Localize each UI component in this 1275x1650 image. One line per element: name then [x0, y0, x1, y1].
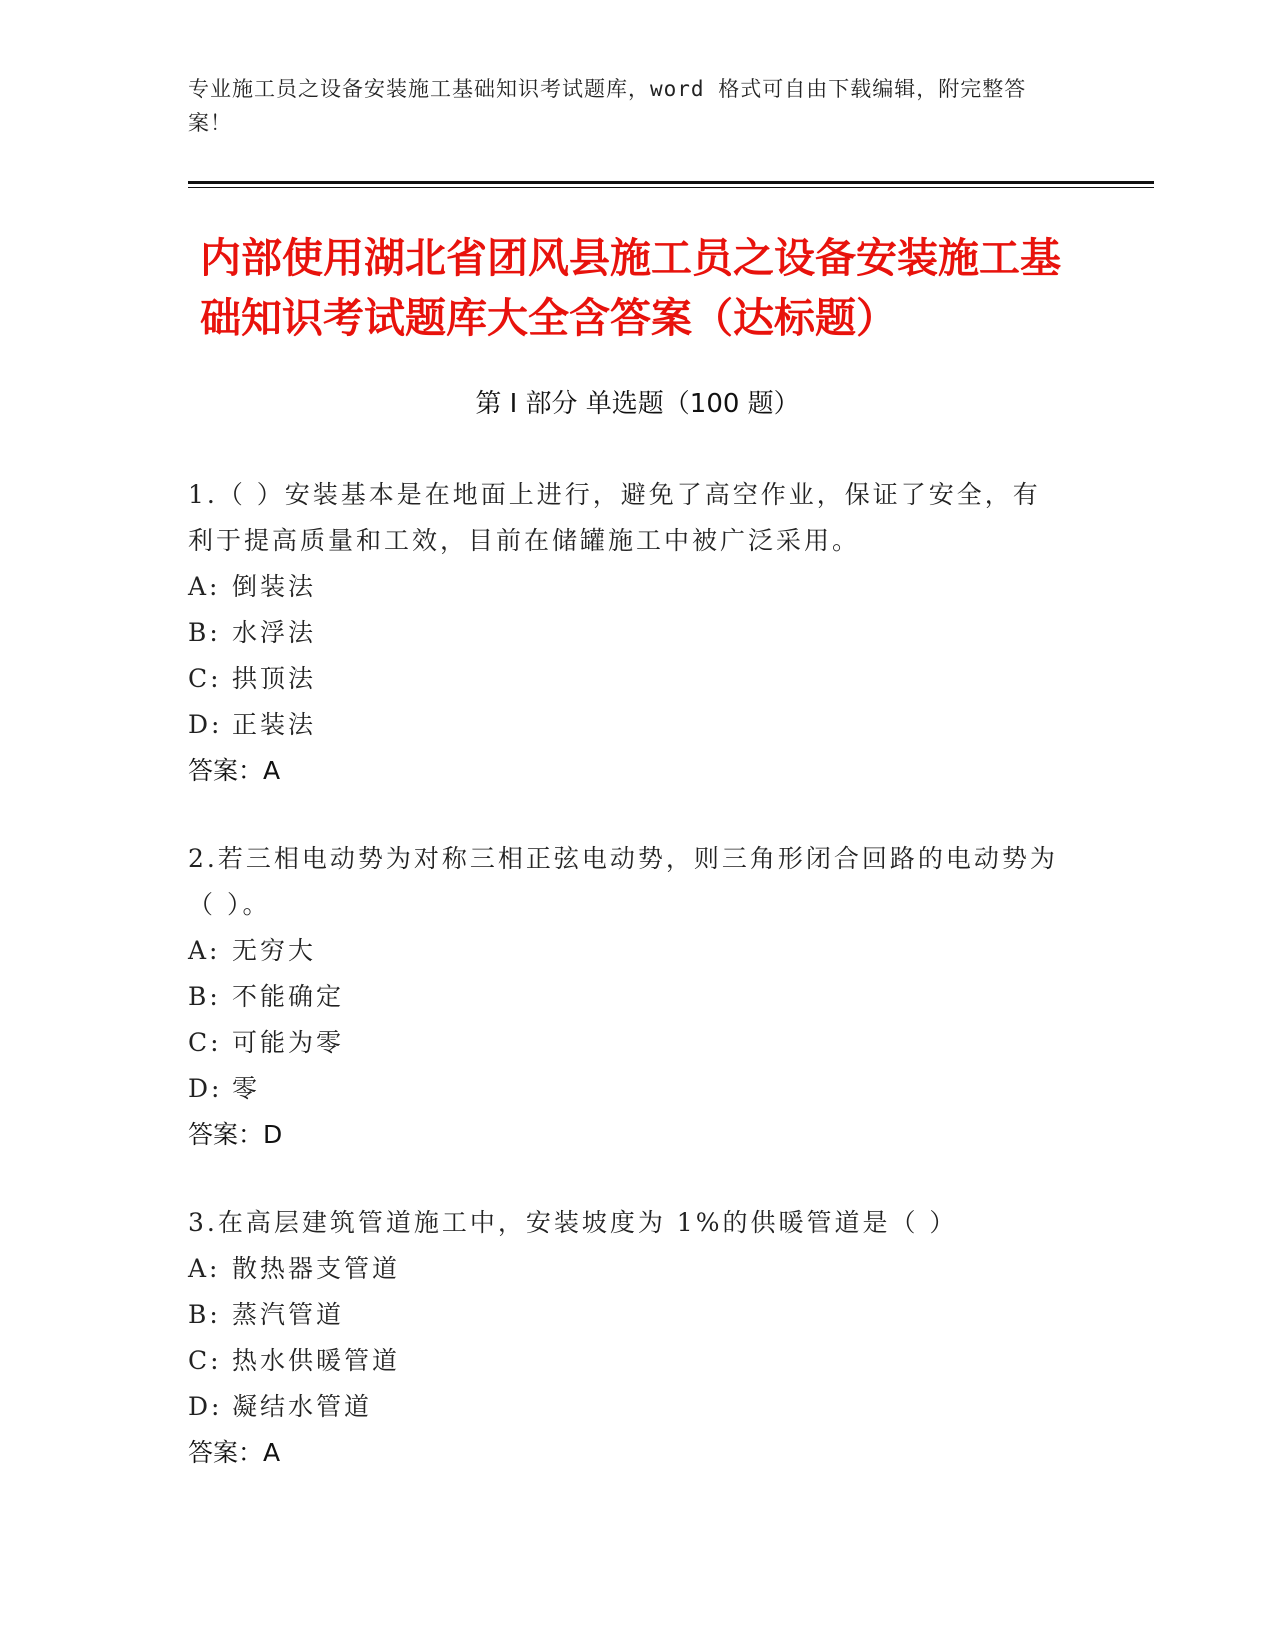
option-letter: C: — [188, 1346, 222, 1375]
question-stem: 1.（ ）安装基本是在地面上进行，避免了高空作业，保证了安全，有利于提高质量和工效，目前在储罐施工中被广泛采用。 — [188, 480, 1041, 555]
option-letter: D: — [188, 1074, 223, 1103]
option-letter: A: — [188, 936, 221, 965]
option-letter: B: — [188, 1300, 221, 1329]
question-stem: 3.在高层建筑管道施工中，安装坡度为 1%的供暖管道是（ ） — [188, 1208, 958, 1237]
option-a — [188, 928, 1068, 974]
header-divider-thick — [188, 181, 1154, 184]
option-letter: D: — [188, 1392, 223, 1421]
option-a — [188, 564, 1068, 610]
option-text: 散热器支管道 — [232, 1254, 401, 1283]
option-d — [188, 1384, 1068, 1430]
option-letter: C: — [188, 1028, 222, 1057]
option-text: 可能为零 — [232, 1028, 345, 1057]
option-c — [188, 1338, 1068, 1384]
option-text: 正装法 — [232, 710, 317, 739]
option-d — [188, 1066, 1068, 1112]
option-c — [188, 1020, 1068, 1066]
option-c — [188, 656, 1068, 702]
option-b — [188, 610, 1068, 656]
option-text: 水浮法 — [232, 618, 317, 647]
header-note: 专业施工员之设备安装施工基础知识考试题库，word 格式可自由下载编辑，附完整答案！ — [188, 77, 1027, 135]
section-heading: 第 I 部分 单选题（100 题） — [475, 389, 800, 419]
option-text: 凝结水管道 — [232, 1392, 373, 1421]
option-text: 热水供暖管道 — [232, 1346, 401, 1375]
answer-line: 答案：A — [188, 756, 281, 785]
option-a — [188, 1246, 1068, 1292]
question-item — [188, 1200, 1068, 1476]
answer-line: 答案：A — [188, 1438, 281, 1467]
option-letter: B: — [188, 618, 221, 647]
option-letter: B: — [188, 982, 221, 1011]
document-title: 内部使用湖北省团风县施工员之设备安装施工基础知识考试题库大全含答案（达标题） — [200, 234, 1061, 342]
answer-line: 答案：D — [188, 1120, 283, 1149]
header-divider-thin — [188, 187, 1154, 188]
option-b — [188, 1292, 1068, 1338]
question-list — [188, 472, 1068, 1518]
option-text: 零 — [232, 1074, 261, 1103]
option-letter: D: — [188, 710, 223, 739]
option-letter: C: — [188, 664, 222, 693]
option-d — [188, 702, 1068, 748]
option-letter: A: — [188, 572, 221, 601]
option-text: 倒装法 — [232, 572, 317, 601]
question-item — [188, 836, 1068, 1158]
option-b — [188, 974, 1068, 1020]
option-text: 无穷大 — [232, 936, 317, 965]
option-text: 不能确定 — [232, 982, 345, 1011]
option-letter: A: — [188, 1254, 221, 1283]
question-item — [188, 472, 1068, 794]
question-stem: 2.若三相电动势为对称三相正弦电动势，则三角形闭合回路的电动势为（ ）。 — [188, 844, 1058, 919]
option-text: 拱顶法 — [232, 664, 317, 693]
option-text: 蒸汽管道 — [232, 1300, 345, 1329]
